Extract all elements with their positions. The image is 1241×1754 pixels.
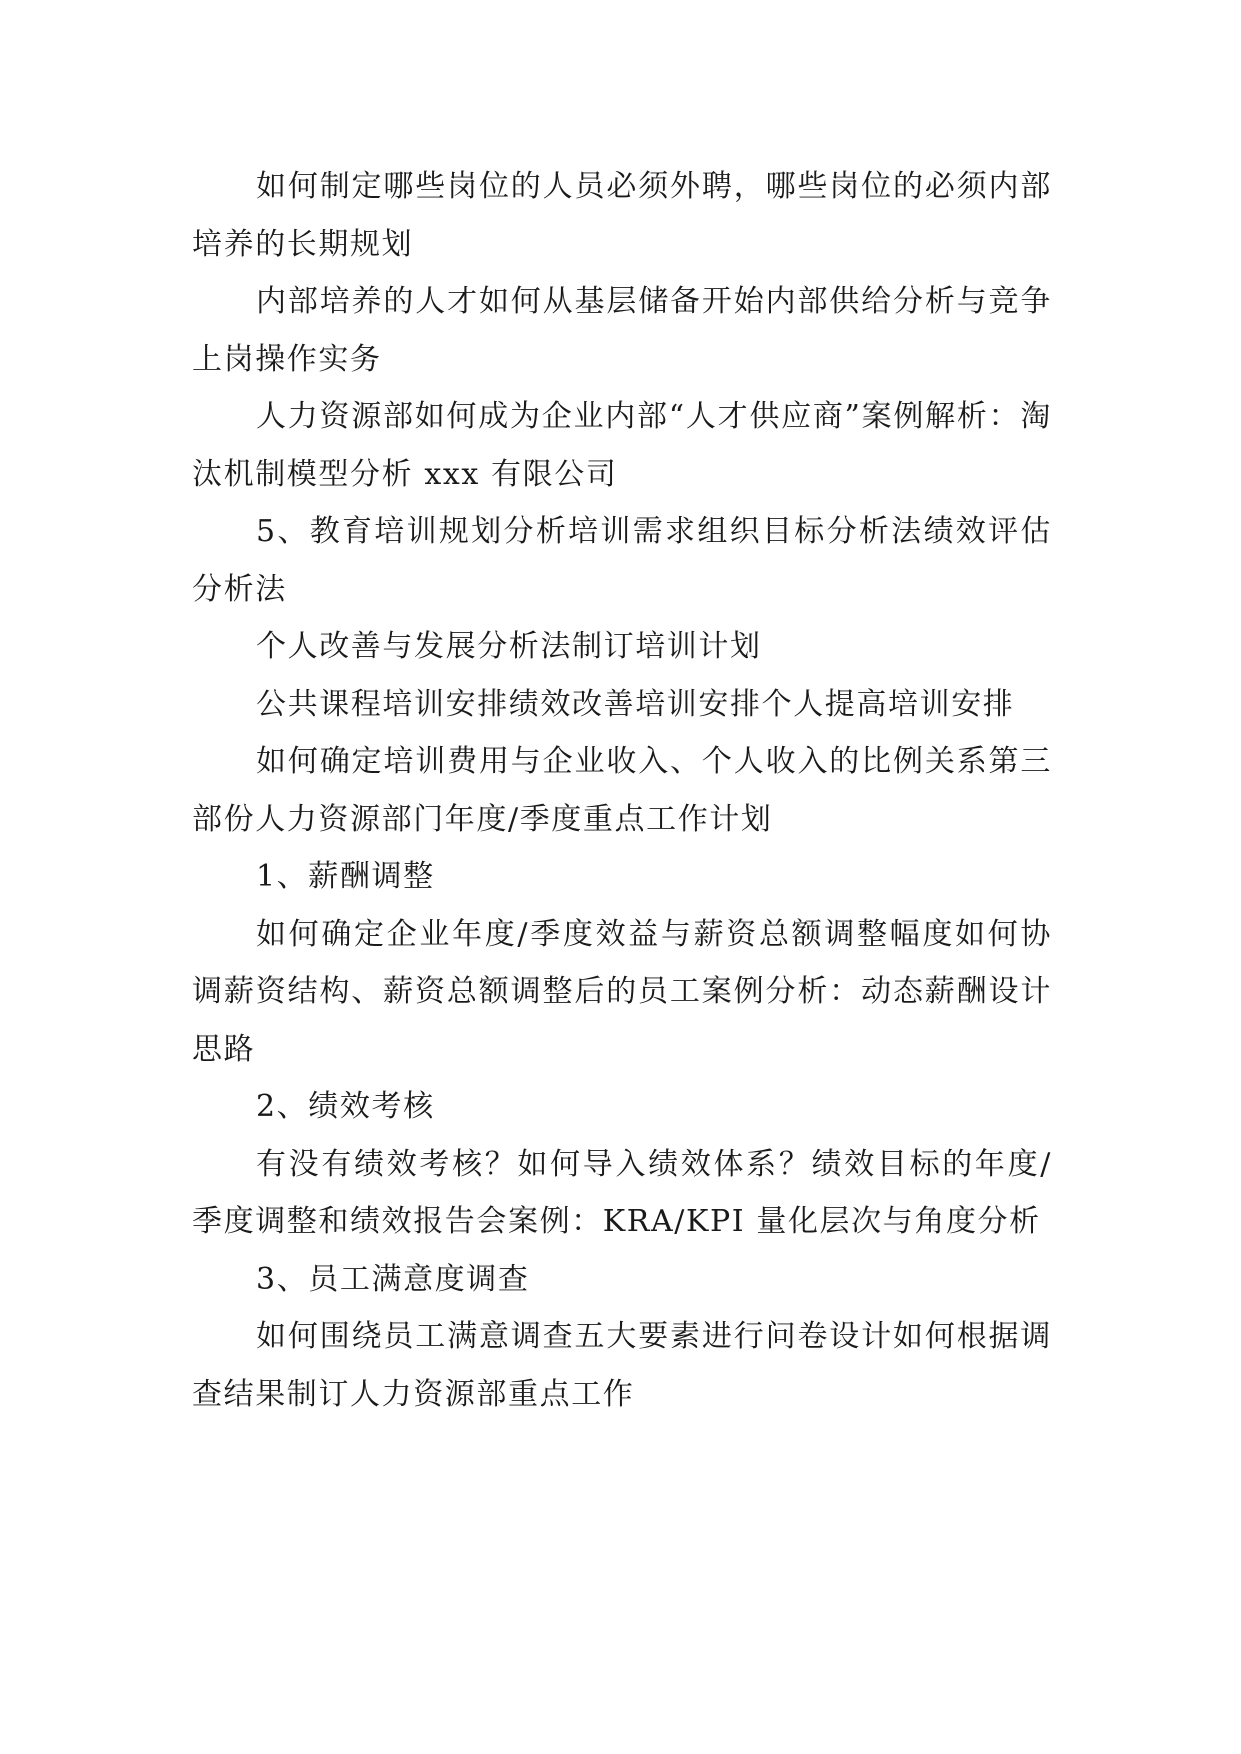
paragraph-training-cost: 如何确定培训费用与企业收入、个人收入的比例关系第三部份人力资源部门年度/季度重点工作计划 [192, 744, 1052, 837]
section-heading-performance: 2、绩效考核 [256, 1089, 435, 1124]
paragraph-personal-development: 个人改善与发展分析法制订培训计划 [256, 629, 762, 664]
paragraph-satisfaction-survey: 如何围绕员工满意调查五大要素进行问卷设计如何根据调查结果制订人力资源部重点工作 [192, 1319, 1052, 1412]
paragraph-performance: 有没有绩效考核？如何导入绩效体系？绩效目标的年度/季度调整和绩效报告会案例：KRA/KPI 量化层次与角度分析 [192, 1146, 1052, 1239]
paragraph-salary-adjustment: 如何确定企业年度/季度效益与薪资总额调整幅度如何协调薪资结构、薪资总额调整后的员工案例分析：动态薪酬设计思路 [192, 916, 1052, 1067]
paragraph-training-planning: 5、教育培训规划分析培训需求组织目标分析法绩效评估分析法 [192, 514, 1052, 607]
paragraph-internal-talent: 内部培养的人才如何从基层储备开始内部供给分析与竞争上岗操作实务 [192, 284, 1052, 377]
paragraph-outsourcing-plan: 如何制定哪些岗位的人员必须外聘，哪些岗位的必须内部培养的长期规划 [192, 169, 1052, 262]
paragraph-course-arrangement: 公共课程培训安排绩效改善培训安排个人提高培训安排 [256, 686, 1015, 722]
section-heading-salary-adjustment: 1、薪酬调整 [256, 859, 435, 894]
paragraph-talent-supplier-case: 人力资源部如何成为企业内部“人才供应商”案例解析：淘汰机制模型分析 xxx 有限公司 [192, 399, 1052, 492]
section-heading-satisfaction-survey: 3、员工满意度调查 [256, 1261, 530, 1297]
document-body [192, 158, 1052, 1423]
